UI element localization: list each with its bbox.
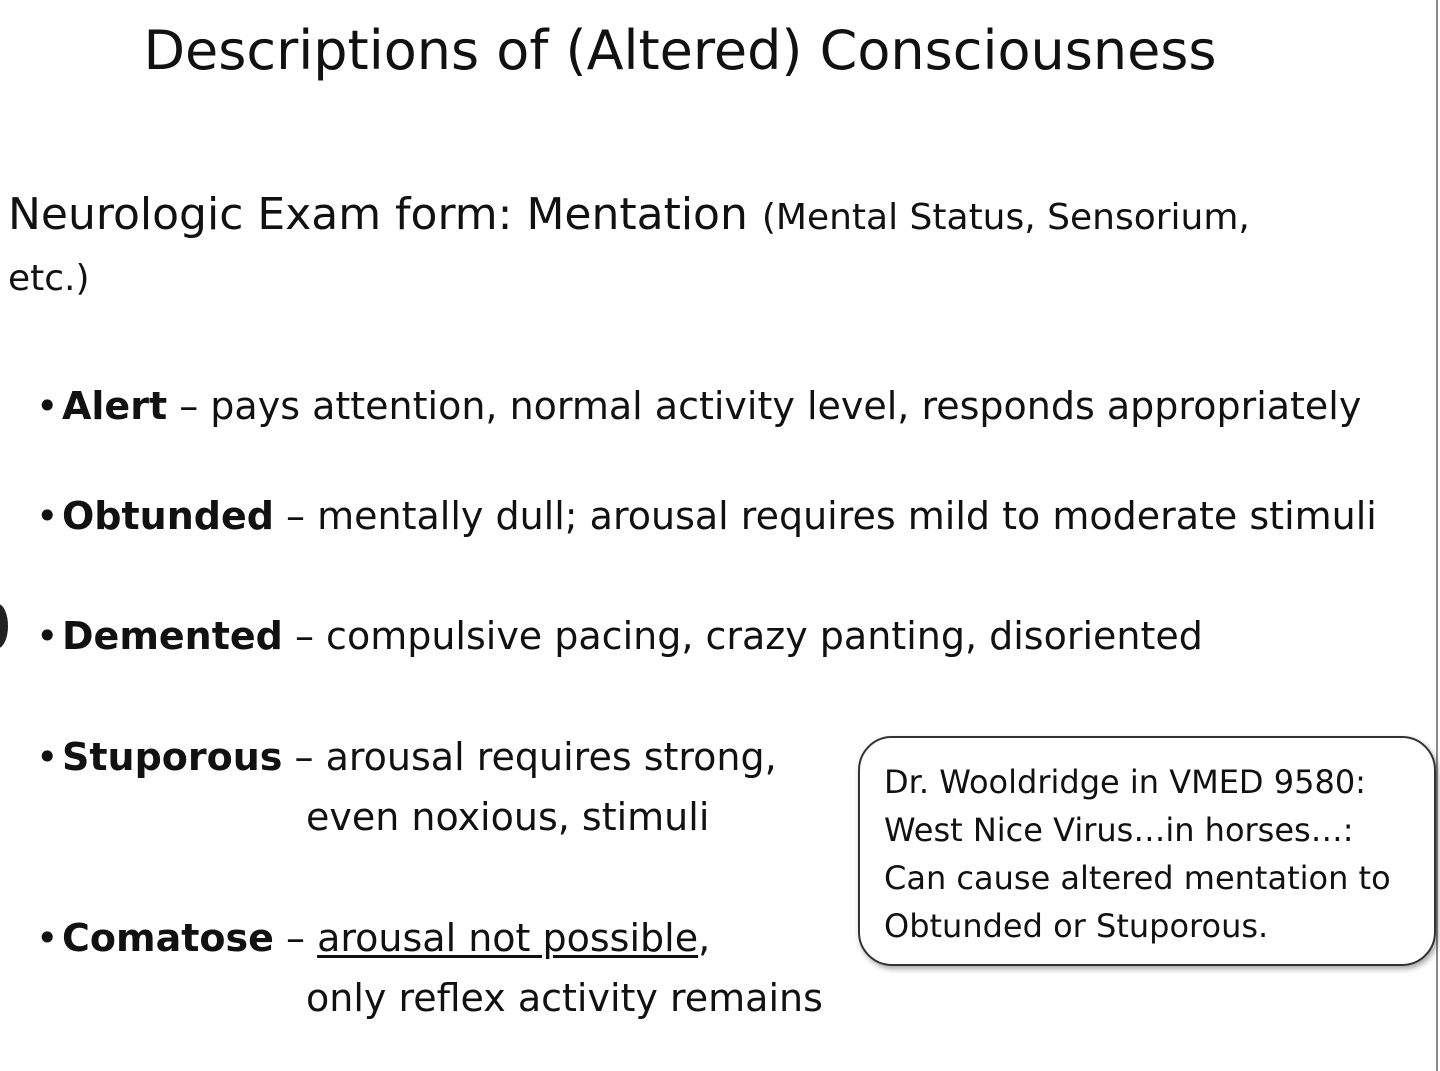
bullet-separator: – (273, 494, 318, 538)
slide-subtitle (8, 186, 1368, 308)
bullet-term: Obtunded (62, 494, 274, 538)
subtitle-main: Neurologic Exam form: Mentation (8, 189, 762, 240)
bullet-stuporous (36, 727, 777, 847)
subtitle-paren-line1: (Mental Status, Sensorium, (761, 197, 1250, 238)
slide-title: Descriptions of (Altered) Consciousness (143, 19, 1217, 82)
bullet-text: mentally dull; arousal requires mild to moderate stimuli (317, 494, 1377, 538)
bullet-comatose (36, 908, 823, 1028)
bullet-obtunded (36, 486, 1377, 546)
bullet-demented (36, 606, 1203, 666)
bullet-term: Demented (62, 614, 283, 658)
bullet-separator: – (282, 735, 326, 779)
bullet-dot: • (36, 384, 59, 428)
bullet-term: Alert (62, 384, 168, 428)
edge-artifact (0, 604, 8, 648)
note-line: West Nice Virus…in horses…: (884, 811, 1354, 849)
slide-right-border (1436, 0, 1438, 1071)
bullet-separator: – (167, 384, 211, 428)
bullet-separator: – (273, 916, 318, 960)
bullet-dot: • (36, 735, 59, 779)
bullet-term: Stuporous (62, 735, 283, 779)
bullet-dot: • (36, 494, 59, 538)
bullet-text-line2: only reflex activity remains (306, 976, 823, 1020)
bullet-text-underlined: arousal not possible (317, 916, 699, 960)
bullet-text: arousal requires strong, (325, 735, 777, 779)
note-line: Obtunded or Stuporous. (884, 907, 1269, 945)
bullet-dot: • (36, 614, 59, 658)
bullet-dot: • (36, 916, 59, 960)
bullet-text-line2: even noxious, stimuli (306, 795, 710, 839)
callout-note-box (858, 736, 1436, 966)
bullet-separator: – (282, 614, 327, 658)
bullet-text: compulsive pacing, crazy panting, disoriented (326, 614, 1203, 658)
bullet-text-after: , (698, 916, 711, 960)
subtitle-paren-line2: etc.) (8, 258, 90, 299)
bullet-text: pays attention, normal activity level, responds appropriately (210, 384, 1362, 428)
bullet-term: Comatose (62, 916, 274, 960)
note-line: Can cause altered mentation to (884, 859, 1391, 897)
bullet-alert (36, 376, 1361, 436)
note-line: Dr. Wooldridge in VMED 9580: (884, 763, 1366, 801)
